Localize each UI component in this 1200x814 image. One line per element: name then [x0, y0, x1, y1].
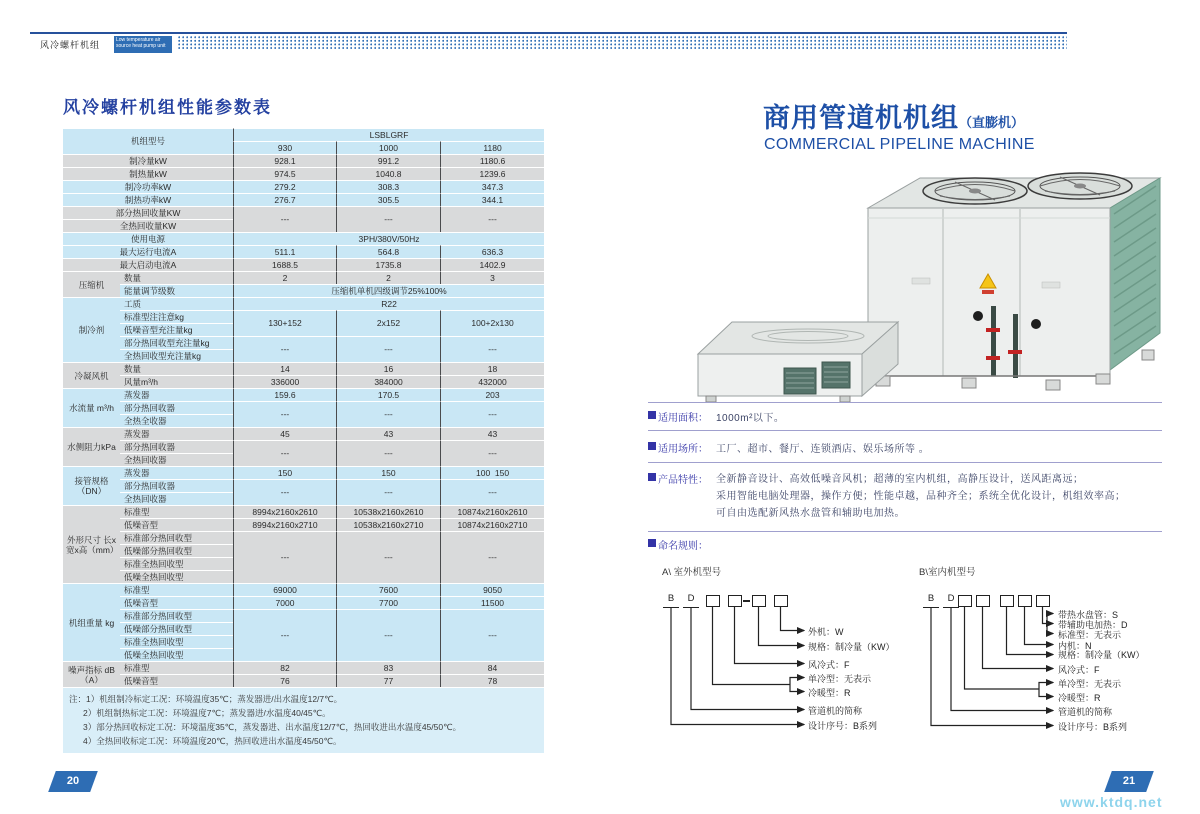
title-suffix: （直膨机）: [959, 115, 1025, 130]
table-row-label: 低噪部分热回收型: [120, 622, 233, 635]
table-cell: ---: [336, 479, 440, 505]
diagram-label: 设计序号：B系列: [808, 721, 878, 731]
vent-grille: [784, 368, 816, 394]
table-cell: 432000: [440, 375, 544, 388]
product-photo: [690, 158, 1182, 402]
table-cell: ---: [336, 401, 440, 427]
table-cell: 10538x2160x2610: [336, 505, 440, 518]
table-row: [63, 583, 544, 596]
table-cell: 18: [440, 362, 544, 375]
diagram-label: 单冷型：无表示: [808, 674, 872, 684]
valve-handle: [986, 328, 1000, 332]
table-group-label: 接管规格 （DN）: [63, 466, 120, 505]
model-code-letter: D: [683, 593, 699, 608]
divider-line: [648, 462, 1162, 463]
table-cell: 1040.8: [336, 167, 440, 180]
table-cell: ---: [336, 206, 440, 232]
diagram-label: 冷暖型：R: [1058, 693, 1101, 703]
table-row-label: 最大启动电流A: [63, 258, 233, 271]
diagram-label: 规格：制冷量（KW）: [808, 642, 895, 652]
spec-label: 适用面积：: [658, 413, 708, 424]
model-code-box: [976, 595, 990, 607]
table-row-label: 部分热回收器: [120, 401, 233, 414]
note-line: 注：1）机组制冷标定工况：环境温度35℃；蒸发器进/出水温度12/7℃。: [69, 694, 343, 704]
table-row-label: 低噪音型充注量kg: [120, 323, 233, 336]
diagram-label: 风冷式：F: [808, 660, 850, 670]
watermark: www.ktdq.net: [1060, 794, 1163, 810]
right-page-subtitle: COMMERCIAL PIPELINE MACHINE: [764, 136, 1035, 153]
divider-line: [648, 531, 1162, 532]
bullet-square-icon: [648, 473, 656, 481]
diagram-label: 管道机的简称: [1058, 707, 1113, 717]
table-cell: ---: [440, 609, 544, 661]
spec-label: 适用场所：: [658, 444, 708, 455]
table-cell: 344.1: [440, 193, 544, 206]
table-cell: R22: [233, 297, 544, 310]
table-cell: ---: [233, 531, 336, 583]
table-cell: 100 150: [440, 466, 544, 479]
table-row-label: 标准型注注意kg: [120, 310, 233, 323]
model-code-box: [774, 595, 788, 607]
table-row-label: 标准型: [120, 583, 233, 596]
table-cell: 83: [336, 661, 440, 674]
table-cell: 203: [440, 388, 544, 401]
table-cell: ---: [233, 479, 336, 505]
table-row-label: 部分热回收量KW: [63, 206, 233, 219]
table-row: [63, 245, 544, 258]
table-cell: ---: [233, 609, 336, 661]
pipe: [991, 306, 996, 376]
table-cell: 1402.9: [440, 258, 544, 271]
diagram-label: 管道机的简称: [808, 706, 863, 716]
naming-diagram-outdoor: [658, 588, 958, 738]
table-row: [63, 336, 544, 349]
naming-rules-heading: [648, 537, 708, 552]
table-row-label: 蒸发器: [120, 388, 233, 401]
valve-handle: [986, 356, 1000, 360]
table-row: [63, 128, 544, 141]
model-code-letter: D: [943, 593, 959, 608]
table-cell: 3: [440, 271, 544, 284]
table-cell: ---: [440, 531, 544, 583]
table-row: [63, 609, 544, 622]
table-row: [63, 271, 544, 284]
spec-value: 1000m²以下。: [716, 413, 785, 424]
fan-icon: [923, 178, 1027, 204]
diagram-label: 带辅助电加热：D: [1058, 620, 1128, 630]
spec-label: 产品特性：: [658, 475, 708, 486]
table-row-label: 数量: [120, 271, 233, 284]
table-cell: 347.3: [440, 180, 544, 193]
table-group-label: 水侧阻力kPa: [63, 427, 120, 466]
table-cell: 45: [233, 427, 336, 440]
spec-row-area: [648, 409, 1168, 424]
pipe: [1013, 314, 1018, 378]
table-cell: 305.5: [336, 193, 440, 206]
table-cell: 8994x2160x2710: [233, 518, 336, 531]
diagram-label: 冷暖型：R: [808, 688, 851, 698]
table-row: [63, 505, 544, 518]
table-cell: 336000: [233, 375, 336, 388]
table-row-label: 工质: [120, 297, 233, 310]
table-cell: 1000: [336, 141, 440, 154]
table-row: [63, 375, 544, 388]
table-cell: 16: [336, 362, 440, 375]
table-row-label: 能量调节级数: [120, 284, 233, 297]
table-cell: 991.2: [336, 154, 440, 167]
table-cell: 76: [233, 674, 336, 687]
table-row-label: 蒸发器: [120, 466, 233, 479]
model-code-box: [958, 595, 972, 607]
table-row-label: 全热回收器: [120, 492, 233, 505]
table-row-label: 全热全收器: [120, 414, 233, 427]
table-row: [63, 154, 544, 167]
table-cell: ---: [233, 401, 336, 427]
table-group-label: 冷凝风机: [63, 362, 120, 388]
table-cell: 78: [440, 674, 544, 687]
page-number-left: 20: [48, 771, 98, 792]
table-row: [63, 440, 544, 453]
table-cell: 170.5: [336, 388, 440, 401]
model-code-box: [706, 595, 720, 607]
table-cell: 69000: [233, 583, 336, 596]
table-row-label: 部分热回收器: [120, 440, 233, 453]
table-row: [63, 258, 544, 271]
note-line: 4）全热回收标定工况：环境温度20℃，热回收进出水温度45/50℃。: [83, 736, 342, 746]
header-rule: [30, 32, 1067, 34]
outdoor-unit-image: [868, 173, 1160, 390]
table-cell: ---: [440, 440, 544, 466]
table-cell: 7000: [233, 596, 336, 609]
table-cell: 9050: [440, 583, 544, 596]
spec-row-place: [648, 440, 1168, 455]
table-row-label: 制热功率kW: [63, 193, 233, 206]
diagram-label: 外机：W: [808, 627, 844, 637]
page-number-right: 21: [1104, 771, 1154, 792]
table-cell: 564.8: [336, 245, 440, 258]
table-cell: 159.6: [233, 388, 336, 401]
table-row-label: 最大运行电流A: [63, 245, 233, 258]
table-cell: ---: [233, 440, 336, 466]
table-row-label: 制冷功率kW: [63, 180, 233, 193]
table-cell: 974.5: [233, 167, 336, 180]
table-row-label: 全热回收量KW: [63, 219, 233, 232]
indoor-unit-image: [698, 322, 898, 402]
table-cell: 511.1: [233, 245, 336, 258]
model-code-box: [1036, 595, 1050, 607]
model-code-box: [728, 595, 742, 607]
table-cell: ---: [336, 531, 440, 583]
table-cell: 384000: [336, 375, 440, 388]
table-row: [63, 427, 544, 440]
table-row: [63, 232, 544, 245]
feature-line: 全新静音设计、高效低噪音风机；超薄的室内机组，高静压设计，送风距离远；: [716, 474, 1084, 485]
diagram-a-title: A\ 室外机型号: [662, 567, 722, 578]
diagram-label: 内机：N: [1058, 641, 1092, 651]
table-cell: ---: [233, 206, 336, 232]
spec-row-features: [648, 471, 1168, 522]
table-row: [63, 193, 544, 206]
table-cell: ---: [336, 336, 440, 362]
table-row: [63, 310, 544, 323]
model-code-box: [1000, 595, 1014, 607]
table-row-label: 标准部分热回收型: [120, 531, 233, 544]
table-row: [63, 518, 544, 531]
table-row-label: 标准型: [120, 661, 233, 674]
table-cell: 3PH/380V/50Hz: [233, 232, 544, 245]
table-row-label: 数量: [120, 362, 233, 375]
table-cell: ---: [440, 206, 544, 232]
table-cell: ---: [336, 609, 440, 661]
table-group-label: 机组重量 kg: [63, 583, 120, 661]
note-line: 3）部分热回收标定工况：环境温度35℃，蒸发器进、出水温度12/7℃，热回收进出水温度45/50℃。: [83, 722, 462, 732]
table-cell: 82: [233, 661, 336, 674]
table-row: [63, 388, 544, 401]
bullet-square-icon: [648, 539, 656, 547]
table-cell: 150: [336, 466, 440, 479]
note-line: 2）机组制热标定工况：环境温度7℃；蒸发器进/水温度40/45℃。: [83, 708, 331, 718]
naming-diagram-indoor: [918, 588, 1200, 738]
table-row: [63, 479, 544, 492]
table-row-label: 低噪音型: [120, 596, 233, 609]
table-cell: 1688.5: [233, 258, 336, 271]
table-row-label: 全热回收型充注量kg: [120, 349, 233, 362]
table-row-label: 标准全热回收型: [120, 557, 233, 570]
diagram-label: 设计序号：B系列: [1058, 722, 1128, 732]
performance-table: [63, 128, 544, 687]
table-cell: 11500: [440, 596, 544, 609]
table-row-label: 风量m³/h: [120, 375, 233, 388]
table-cell: 308.3: [336, 180, 440, 193]
bullet-square-icon: [648, 411, 656, 419]
feature-line: 可自由选配新风热水盘管和辅助电加热。: [716, 508, 905, 519]
table-row-label: 低噪音型: [120, 518, 233, 531]
table-cell: 1180: [440, 141, 544, 154]
spec-feature-lines: [716, 471, 1126, 522]
table-row: [63, 180, 544, 193]
diagram-label: 单冷型：无表示: [1058, 679, 1122, 689]
table-cell: 77: [336, 674, 440, 687]
table-cell: 276.7: [233, 193, 336, 206]
naming-label: 命名规则：: [658, 541, 708, 552]
table-row: [63, 206, 544, 219]
table-cell: ---: [440, 336, 544, 362]
table-cell: 10874x2160x2610: [440, 505, 544, 518]
table-cell: 10874x2160x2710: [440, 518, 544, 531]
condenser-coil: [1110, 178, 1160, 370]
title-main: 商用管道机机组: [763, 103, 959, 133]
table-row: [63, 284, 544, 297]
table-cell: 928.1: [233, 154, 336, 167]
table-row: [63, 167, 544, 180]
performance-table-area: [63, 128, 544, 753]
table-cell: 10538x2160x2710: [336, 518, 440, 531]
header-badge: Low temperature air source heat pump unit: [114, 36, 172, 53]
table-cell: ---: [233, 336, 336, 362]
table-group-label: 噪声指标 dB（A）: [63, 661, 120, 687]
table-group-label: 水流量 m³/h: [63, 388, 120, 427]
vent-grille: [822, 362, 850, 388]
divider-line: [648, 430, 1162, 431]
table-cell: 7700: [336, 596, 440, 609]
diagram-label: 标准型：无表示: [1058, 630, 1122, 640]
table-row-label: 使用电源: [63, 232, 233, 245]
diagram-label: 风冷式：F: [1058, 665, 1100, 675]
table-cell: 7600: [336, 583, 440, 596]
table-row: [63, 466, 544, 479]
page-title: 风冷螺杆机组性能参数表: [63, 98, 272, 117]
table-row-label: 部分热回收型充注量kg: [120, 336, 233, 349]
diagram-label: 规格：制冷量（KW）: [1058, 650, 1145, 660]
table-cell: 130+152: [233, 310, 336, 336]
model-code-letter: B: [923, 593, 939, 608]
table-cell: ---: [440, 401, 544, 427]
table-cell: 1239.6: [440, 167, 544, 180]
divider-line: [648, 402, 1162, 403]
table-cell: 84: [440, 661, 544, 674]
table-row-label: 蒸发器: [120, 427, 233, 440]
table-row: [63, 297, 544, 310]
table-row-label: 低噪全热回收型: [120, 648, 233, 661]
table-row: [63, 674, 544, 687]
table-group-label: 外形尺寸 长x宽x高（mm）: [63, 505, 120, 583]
table-row-label: 低噪部分热回收型: [120, 544, 233, 557]
valve-handle: [1008, 350, 1022, 354]
model-code-dash: [743, 600, 750, 602]
feature-line: 采用智能电脑处理器，操作方便；性能卓越，品种齐全；系统全优化设计，机组效率高；: [716, 491, 1126, 502]
table-row: [63, 596, 544, 609]
table-row-label: 机组型号: [63, 128, 233, 154]
table-cell: 43: [440, 427, 544, 440]
table-group-label: 压缩机: [63, 271, 120, 297]
table-row-label: 部分热回收器: [120, 479, 233, 492]
table-cell: 2: [336, 271, 440, 284]
bullet-square-icon: [648, 442, 656, 450]
table-group-label: 制冷剂: [63, 297, 120, 362]
table-row-label: 标准部分热回收型: [120, 609, 233, 622]
table-cell: 14: [233, 362, 336, 375]
table-cell: 1180.6: [440, 154, 544, 167]
table-cell: 43: [336, 427, 440, 440]
spec-value: 工厂、超市、餐厅、连锁酒店、娱乐场所等 。: [716, 444, 930, 455]
diagram-b-title: B\室内机型号: [919, 567, 976, 578]
table-cell: LSBLGRF: [233, 128, 544, 141]
table-cell: 636.3: [440, 245, 544, 258]
table-row-label: 低噪全热回收型: [120, 570, 233, 583]
table-row-label: 低噪音型: [120, 674, 233, 687]
model-code-letter: B: [663, 593, 679, 608]
table-notes: [63, 688, 544, 753]
table-cell: 2x152: [336, 310, 440, 336]
table-row-label: 全热回收器: [120, 453, 233, 466]
model-code-box: [1018, 595, 1032, 607]
table-row-label: 标准全热回收型: [120, 635, 233, 648]
table-row-label: 制热量kW: [63, 167, 233, 180]
table-cell: ---: [336, 440, 440, 466]
table-row: [63, 661, 544, 674]
right-page-title: [763, 96, 1024, 135]
table-row-label: 制冷量kW: [63, 154, 233, 167]
table-cell: 100+2x130: [440, 310, 544, 336]
table-cell: 2: [233, 271, 336, 284]
diagram-label: 带热水盘管：S: [1058, 610, 1119, 620]
table-cell: 8994x2160x2610: [233, 505, 336, 518]
table-cell: 1735.8: [336, 258, 440, 271]
model-code-box: [752, 595, 766, 607]
fan-icon: [1028, 173, 1132, 199]
table-row-label: 标准型: [120, 505, 233, 518]
table-row: [63, 531, 544, 544]
table-cell: 279.2: [233, 180, 336, 193]
table-row: [63, 401, 544, 414]
table-cell: 930: [233, 141, 336, 154]
table-cell: 150: [233, 466, 336, 479]
header-section-label: 风冷螺杆机组: [40, 40, 101, 50]
table-cell: ---: [440, 479, 544, 505]
header-dot-pattern: [178, 36, 1067, 50]
table-cell: 压缩机单机四级调节25%100%: [233, 284, 544, 297]
table-row: [63, 362, 544, 375]
